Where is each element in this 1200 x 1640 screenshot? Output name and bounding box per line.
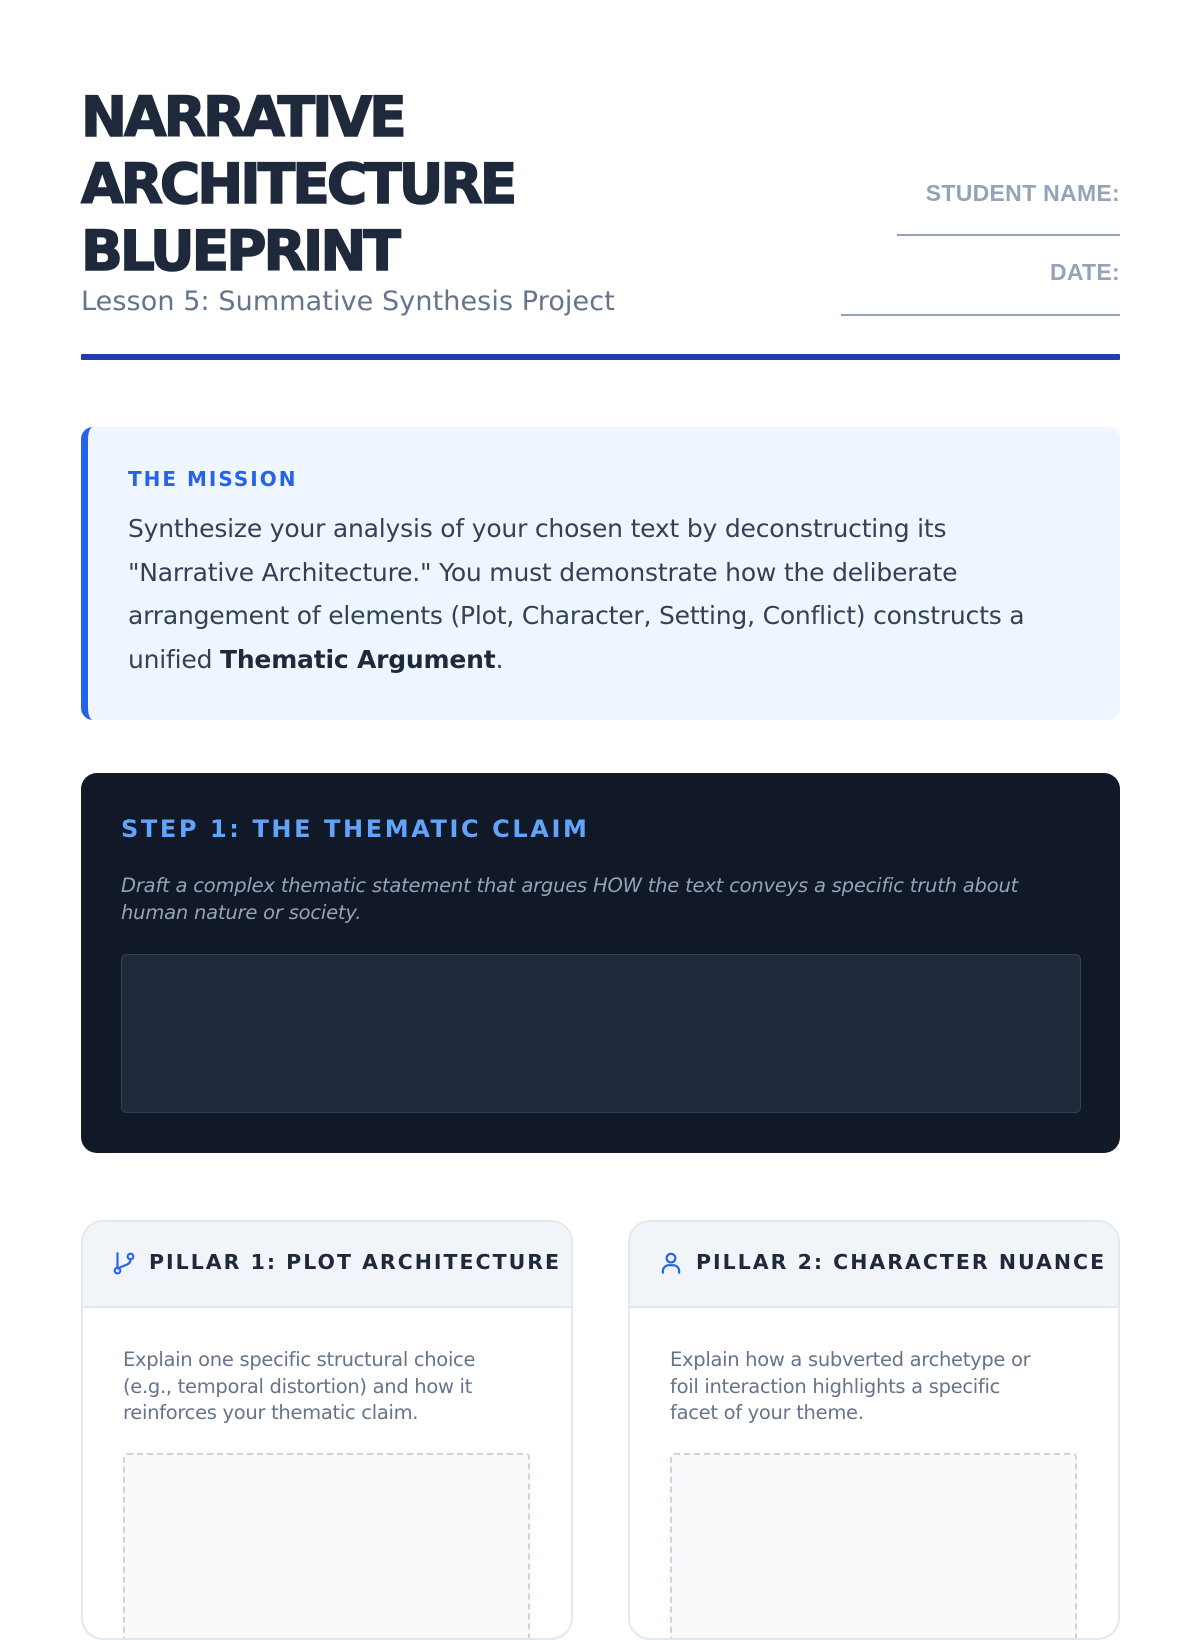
page-title: [81, 84, 514, 285]
page-title-line-3: BLUEPRINT: [81, 219, 398, 283]
worksheet-page: [81, 0, 1120, 1424]
page-subtitle: Lesson 5: Summative Synthesis Project: [81, 286, 615, 317]
step-1-card: [81, 773, 1120, 1153]
pillar-1-title: PILLAR 1: PLOT ARCHITECTURE: [149, 1250, 561, 1274]
plot-architecture-input[interactable]: [123, 1453, 530, 1640]
git-branch-icon: [111, 1250, 137, 1276]
mission-heading: THE MISSION: [128, 467, 298, 491]
character-nuance-input[interactable]: [670, 1453, 1077, 1640]
step-1-heading: STEP 1: THE THEMATIC CLAIM: [121, 815, 590, 843]
pillar-2-description: Explain how a subverted archetype or foil interaction highlights a specific facet of your theme.: [670, 1348, 1031, 1424]
date-label: DATE:: [1049, 259, 1120, 285]
mission-text-emphasis: Thematic Argument: [219, 644, 496, 674]
header-divider: [81, 354, 1120, 360]
pillar-2-card: [628, 1220, 1120, 1640]
student-name-field[interactable]: [897, 234, 1120, 236]
mission-text-end: .: [495, 644, 504, 674]
user-icon: [658, 1250, 684, 1276]
step-1-instructions: Draft a complex thematic statement that argues HOW the text conveys a specific truth about human nature or society.: [121, 874, 1019, 924]
thematic-claim-input[interactable]: [121, 954, 1081, 1113]
date-field[interactable]: [841, 314, 1120, 316]
pillar-1-card: [81, 1220, 573, 1640]
page-title-line-1: NARRATIVE: [81, 85, 404, 149]
student-name-label: STUDENT NAME:: [925, 180, 1120, 206]
pillar-2-title: PILLAR 2: CHARACTER NUANCE: [696, 1250, 1107, 1274]
pillar-1-description: Explain one specific structural choice (e.g., temporal distortion) and how it reinforces your thematic claim.: [123, 1348, 476, 1424]
mission-text-intro: Synthesize your analysis of your chosen text by deconstructing its "Narrative Architecture." You must demonstrate how the deliberate arrangement of elements (Plot, Character, Setting, Conflict) constructs a unified: [128, 514, 1025, 674]
worksheet-header: [81, 0, 1120, 362]
mission-text: [128, 507, 1068, 681]
pillar-1-header: [83, 1222, 571, 1308]
page-title-line-2: ARCHITECTURE: [81, 152, 515, 216]
pillar-2-header: [630, 1222, 1118, 1308]
mission-callout: [81, 427, 1120, 720]
